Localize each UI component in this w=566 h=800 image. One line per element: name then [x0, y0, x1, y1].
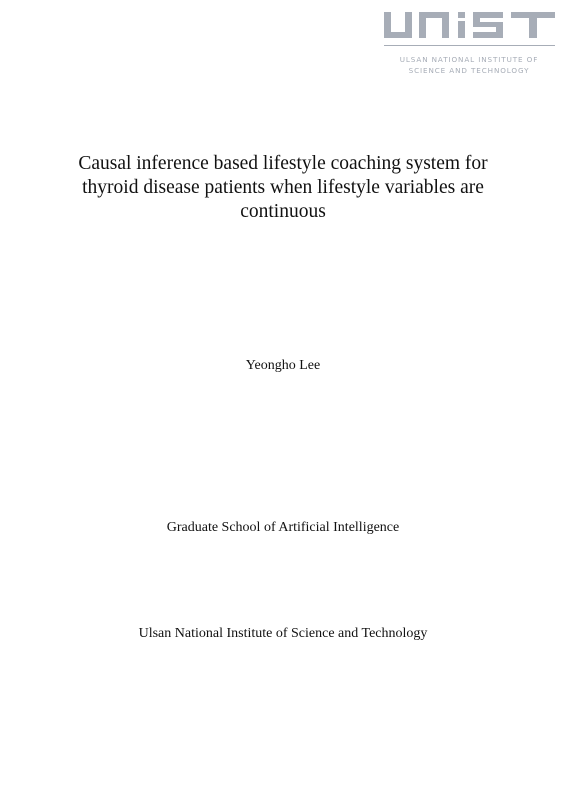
graduate-school: Graduate School of Artificial Intelligence — [166, 520, 400, 535]
title-line-3: continuous — [240, 201, 326, 222]
author-name: Yeongho Lee — [245, 358, 321, 373]
institute-name: Ulsan National Institute of Science and Technology — [138, 626, 428, 641]
logo-subtitle-line1: ULSAN NATIONAL INSTITUTE OF — [399, 55, 539, 64]
unist-wordmark-icon — [381, 10, 557, 54]
unist-logo — [381, 10, 557, 80]
logo-subtitle-line2: SCIENCE AND TECHNOLOGY — [408, 66, 530, 75]
thesis-title — [40, 152, 526, 224]
title-line-2: thyroid disease patients when lifestyle variables are — [82, 177, 484, 198]
title-line-1: Causal inference based lifestyle coaching system for — [78, 153, 488, 174]
